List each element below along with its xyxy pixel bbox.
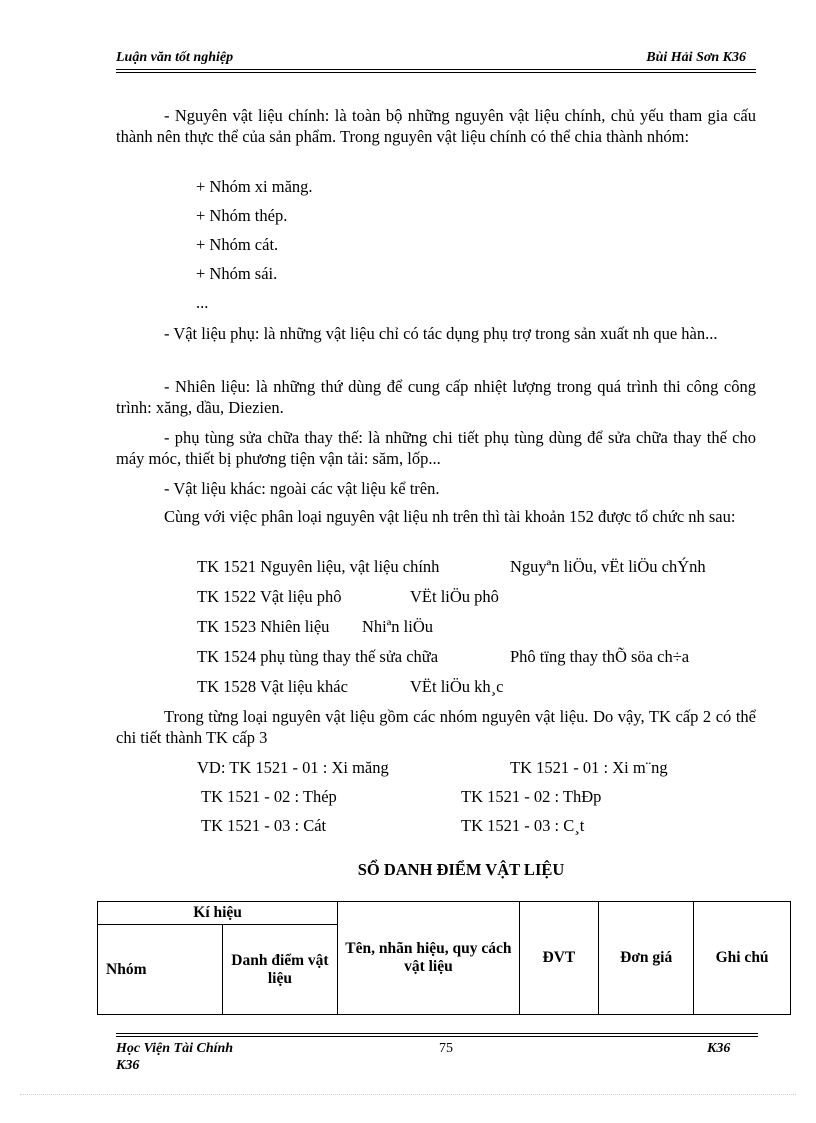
footer-rule-bottom xyxy=(116,1036,758,1037)
example-right: TK 1521 - 02 : ThÐp xyxy=(461,787,602,806)
group-header-cell: Kí hiệu xyxy=(98,902,338,925)
col-code-header: Danh điểm vật liệu xyxy=(222,925,338,1015)
group-item: ... xyxy=(196,293,209,312)
group-item: + Nhóm xi măng. xyxy=(196,177,313,196)
page-number: 75 xyxy=(439,1041,453,1056)
header-rule-bottom xyxy=(116,72,756,73)
example-left: TK 1521 - 03 : Cát xyxy=(201,816,327,835)
header-rule-top xyxy=(116,69,756,70)
example-right: TK 1521 - 01 : Xi m¨ng xyxy=(510,758,668,777)
paragraph-spare-parts: - phụ tùng sửa chữa thay thế: là những chi tiết phụ tùng dùng để sửa chữa thay thế cho máy móc, thiết bị phương tiện vận tải: săm, lốp... xyxy=(116,428,756,468)
group-item: + Nhóm sái. xyxy=(196,264,278,283)
example-left: TK 1521 - 02 : Thép xyxy=(201,787,337,806)
footer-left-line2: K36 xyxy=(116,1058,140,1073)
material-catalog-table xyxy=(97,901,791,1015)
col-unit-header: ĐVT xyxy=(519,902,599,1015)
account-alt: VËt liÖu phô xyxy=(410,587,499,606)
header-left: Luận văn tốt nghiệp xyxy=(116,50,234,65)
paragraph-fuel: - Nhiên liệu: là những thứ dùng để cung cấp nhiệt lượng trong quá trình thi công công trình: xăng, dầu, Diezien. xyxy=(116,377,756,417)
footer-left: Học Viện Tài Chính xyxy=(116,1041,234,1056)
account-code: TK 1522 Vật liệu phô xyxy=(197,587,342,606)
paragraph-level3: Trong từng loại nguyên vật liệu gồm các nhóm nguyên vật liệu. Do vậy, TK cấp 2 có thể chi tiết thành TK cấp 3 xyxy=(116,707,756,747)
col-price-header: Đơn giá xyxy=(599,902,694,1015)
paragraph-other: - Vật liệu khác: ngoài các vật liệu kể trên. xyxy=(164,479,440,498)
account-alt: VËt liÖu kh¸c xyxy=(410,677,504,696)
group-item: + Nhóm cát. xyxy=(196,235,279,254)
paragraph-main-materials: - Nguyên vật liệu chính: là toàn bộ những nguyên vật liệu chính, chủ yếu tham gia cấu thành nên thực thể của sản phẩm. Trong nguyên vật liệu chính có thể chia thành nhóm: xyxy=(116,106,756,146)
paragraph-accounts-intro: Cùng với việc phân loại nguyên vật liệu nh trên thì tài khoản 152 được tổ chức nh sau: xyxy=(164,507,736,526)
example-right: TK 1521 - 03 : C¸t xyxy=(461,816,585,835)
header-right: Bùi Hải Sơn K36 xyxy=(646,50,746,65)
col-note-header: Ghi chú xyxy=(694,902,791,1015)
account-code: TK 1523 Nhiên liệu xyxy=(197,617,330,636)
page-edge-divider xyxy=(20,1094,796,1095)
account-code: TK 1524 phụ tùng thay thế sửa chữa xyxy=(197,647,439,666)
col-name-header: Tên, nhãn hiệu, quy cách vật liệu xyxy=(338,902,519,1015)
footer-rule-top xyxy=(116,1033,758,1034)
account-code: TK 1521 Nguyên liệu, vật liệu chính xyxy=(197,557,440,576)
col-group-header: Nhóm xyxy=(98,925,223,1015)
group-item: + Nhóm thép. xyxy=(196,206,288,225)
account-alt: Phô tïng thay thÕ söa ch÷a xyxy=(510,647,690,666)
table-title: SỔ DANH ĐIỂM VẬT LIỆU xyxy=(357,860,565,879)
footer-right: K36 xyxy=(707,1041,731,1056)
example-left: VD: TK 1521 - 01 : Xi măng xyxy=(197,758,389,777)
account-alt: Nguyªn liÖu, vËt liÖu chÝnh xyxy=(510,557,706,576)
account-code: TK 1528 Vật liệu khác xyxy=(197,677,348,696)
paragraph-auxiliary: - Vật liệu phụ: là những vật liệu chỉ có tác dụng phụ trợ trong sản xuất nh que hàn... xyxy=(164,324,718,343)
account-alt: Nhiªn liÖu xyxy=(362,617,434,636)
